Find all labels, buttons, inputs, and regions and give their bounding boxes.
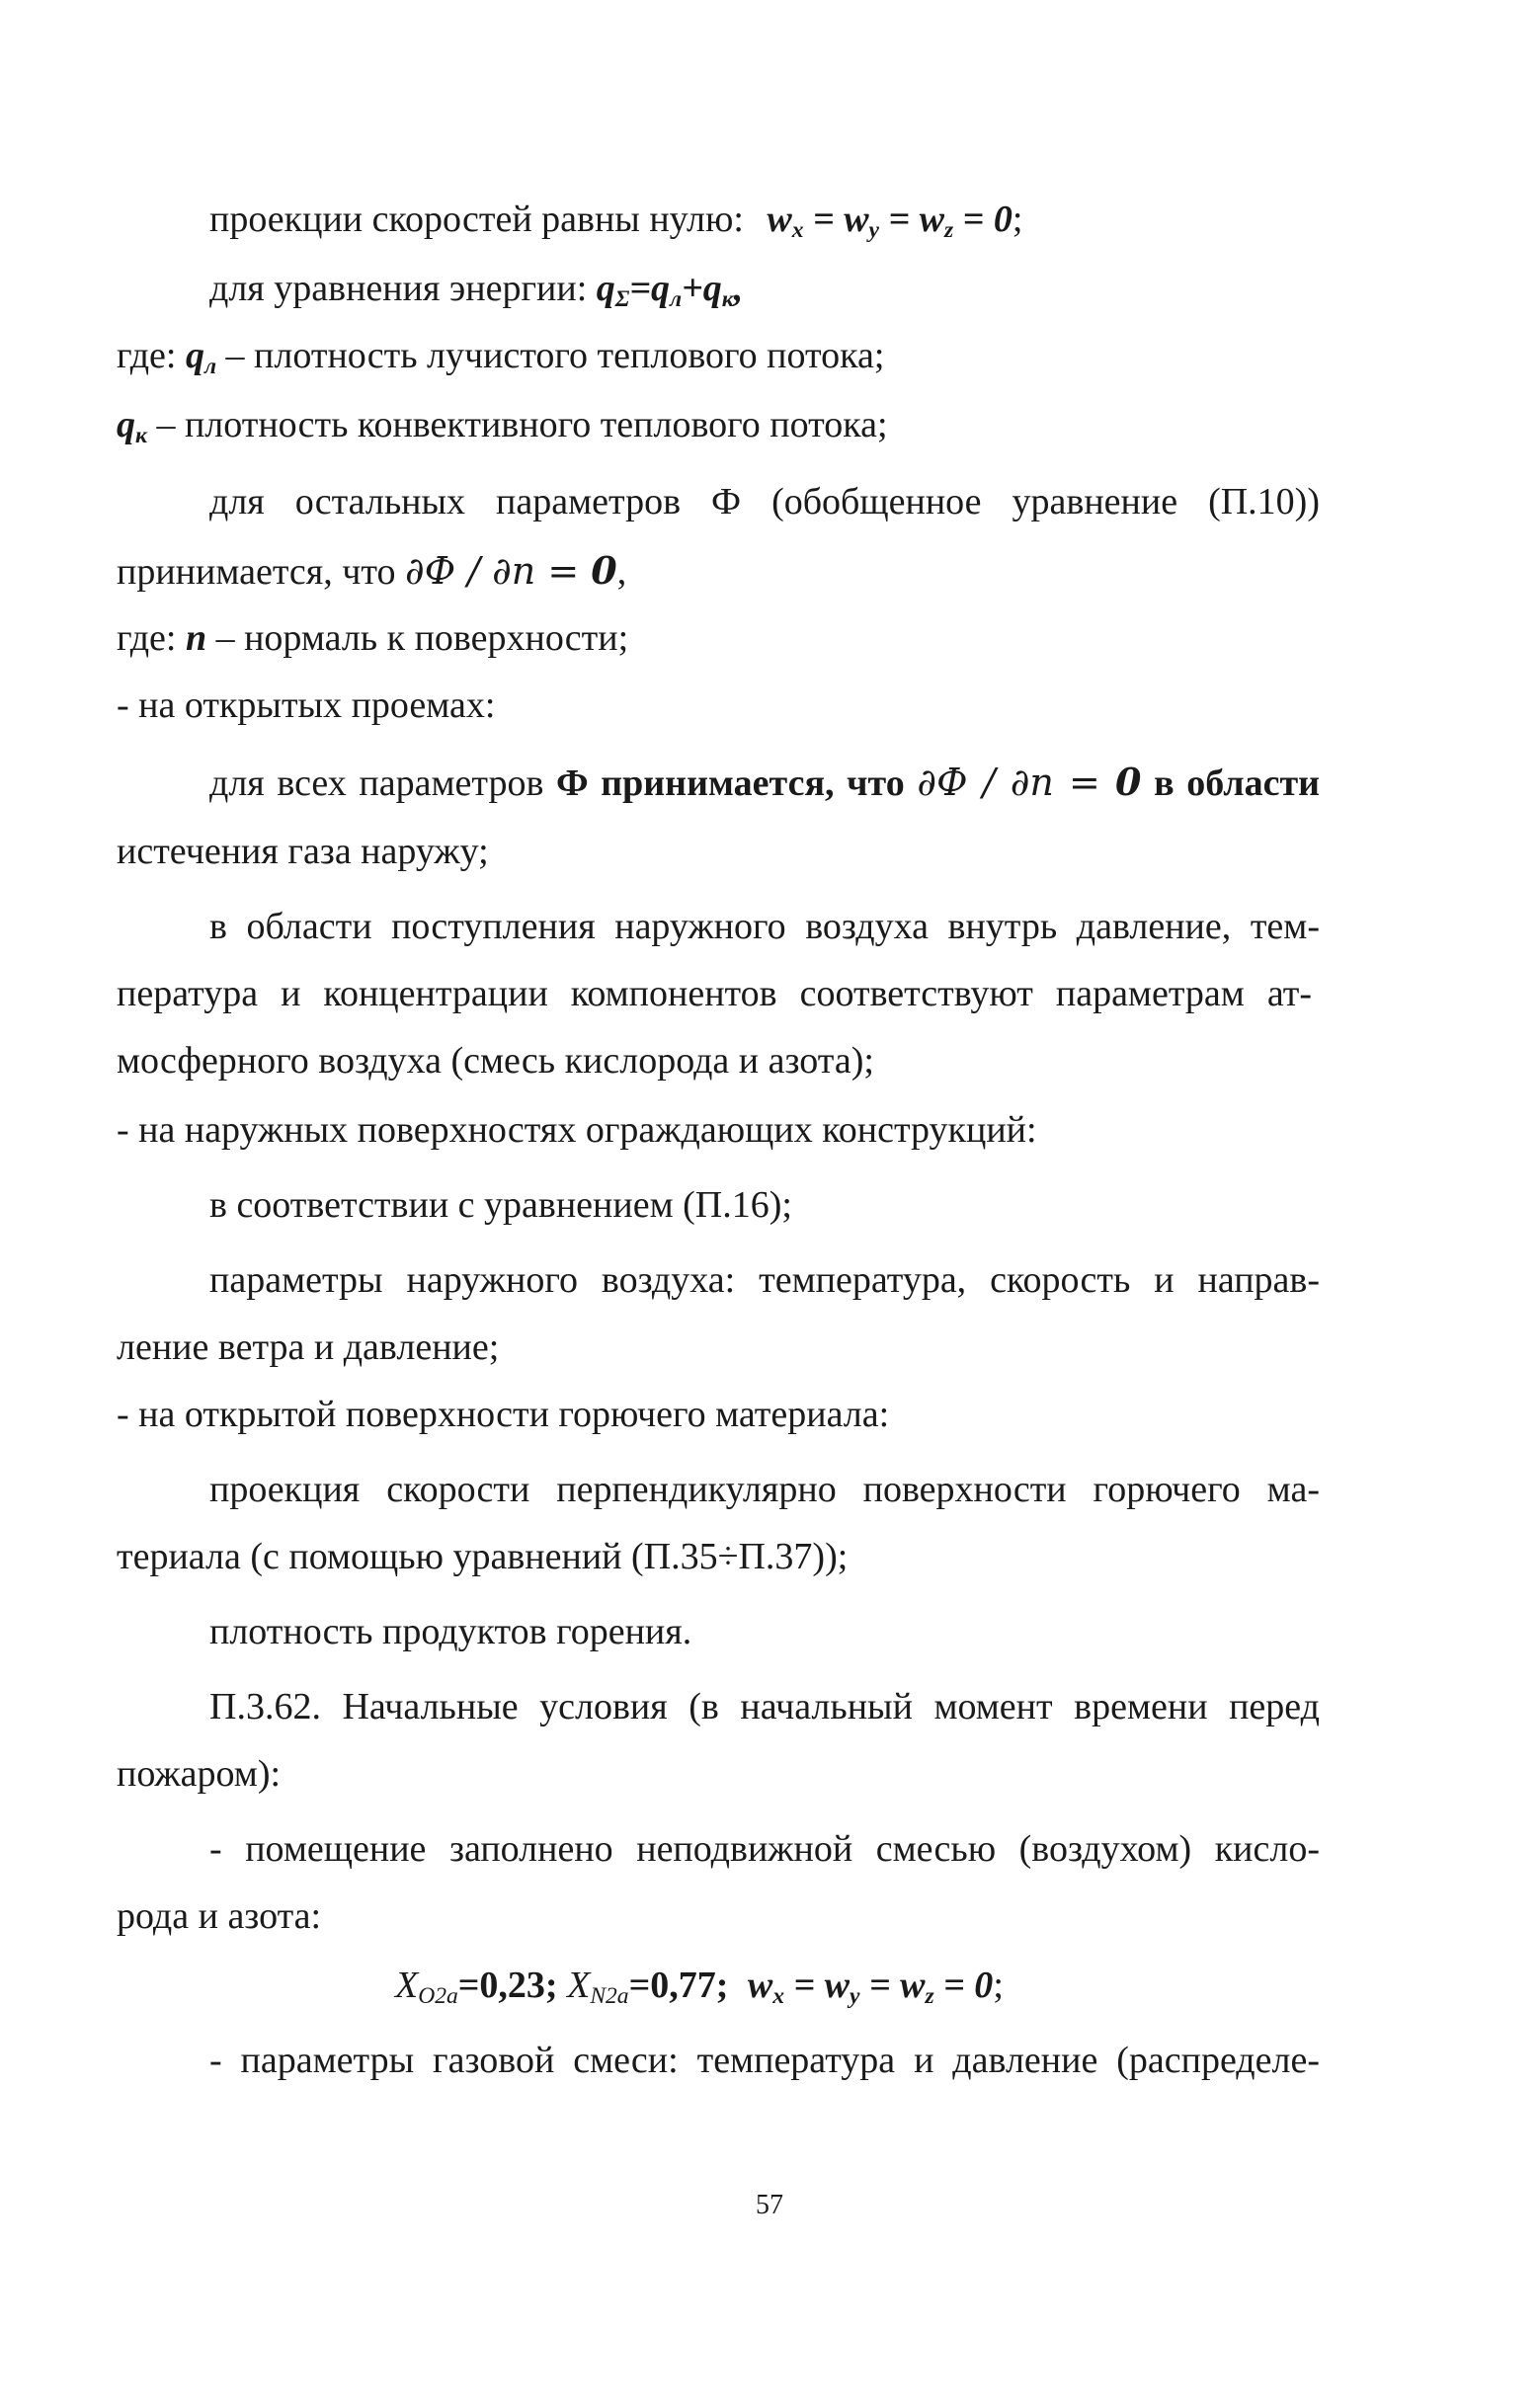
line-outer-air-2: ление ветра и давление; [117, 1326, 500, 1368]
line-radiant-flux [117, 332, 884, 379]
line-initial-conditions-1: П.3.62. Начальные условия (в начальный момент времени перед [209, 1686, 1320, 1727]
formula-velocity-zero-2: $w_x = w_y = w_z = 0$ [747, 1965, 994, 2009]
line-combustion-density: плотность продуктов горения. [209, 1611, 692, 1652]
line-normal: где: n – нормаль к поверхности; [117, 617, 629, 659]
line-velocity-proj-2: териала (с помощью уравнений (П.35÷П.37)); [117, 1536, 849, 1577]
line-outer-air-1: параметры наружного воздуха: температура, скорость и направ- [209, 1259, 1320, 1301]
formula-dphi-dn: ∂Ф / ∂n = 0 [405, 548, 617, 593]
line-air-inflow-1: в области поступления наружного воздуха внутрь давление, тем- [209, 906, 1320, 947]
line-air-inflow-3: мосферного воздуха (смесь кислорода и азота); [117, 1040, 874, 1082]
line-assumed: принимается, что ∂Ф / ∂n = 0, [117, 548, 627, 593]
symbol-q-k: $q_к$ [117, 404, 147, 448]
symbol-n: n [185, 617, 207, 659]
line-other-params: для остальных параметров Ф (обобщенное уравнение (П.10)) [209, 481, 1320, 522]
text-where: где: [117, 335, 177, 376]
line-fuel-surface: - на открытой поверхности горючего материала: [117, 1394, 890, 1435]
line-energy-equation [209, 265, 743, 312]
text-radiant-flux: – плотность лучистого теплового потока; [225, 335, 885, 376]
page-number: 57 [756, 2190, 783, 2220]
line-gas-outflow: истечения газа наружу; [117, 831, 489, 872]
line-room-filled-2: рода и азота: [117, 1895, 322, 1937]
text-velocity-projections: проекции скоростей равны нулю: [209, 199, 744, 240]
line-initial-conditions-2: пожаром): [117, 1753, 282, 1795]
formula-dphi-dn-2: ∂Ф / ∂n = 0 [917, 760, 1142, 804]
line-all-params: для всех параметров Ф принимается, что ∂Ф / ∂n = 0 в области [209, 760, 1321, 804]
line-open-openings: - на открытых проемах: [117, 684, 496, 726]
line-convective-flux [117, 401, 888, 448]
formula-energy: $q_\Sigma=q_л+q_к$, [596, 268, 744, 312]
line-according-eq: в соответствии с уравнением (П.16); [209, 1184, 792, 1226]
line-room-filled-1: - помещение заполнено неподвижной смесью (воздухом) кисло- [209, 1828, 1320, 1870]
line-velocity-projections: проекции скоростей равны нулю: $w_x = w_y = w_z = 0$; [209, 199, 1023, 243]
line-air-inflow-2: пература и концентрации компонентов соответствуют параметрам ат- [117, 973, 1312, 1014]
text-convective-flux: – плотность конвективного теплового потока; [156, 404, 888, 445]
text-energy-equation: для уравнения энергии: [209, 268, 588, 309]
text-assumed: принимается, что [117, 551, 396, 593]
formula-velocity-zero: $w_x = w_y = w_z = 0$ [767, 199, 1012, 243]
formula-initial-composition: $X_{O2a}=0,23$; $X_{N2a}=0,77$; $w_x = w_y = w_z = 0$; [395, 1965, 1004, 2009]
line-gas-mixture-params: - параметры газовой смеси: температура и давление (распределе- [209, 2040, 1320, 2081]
line-outer-surfaces: - на наружных поверхностях ограждающих конструкций: [117, 1109, 1037, 1151]
symbol-q-l: $q_л$ [185, 335, 217, 379]
line-velocity-proj-1: проекция скорости перпендикулярно поверхности горючего ма- [209, 1469, 1320, 1510]
